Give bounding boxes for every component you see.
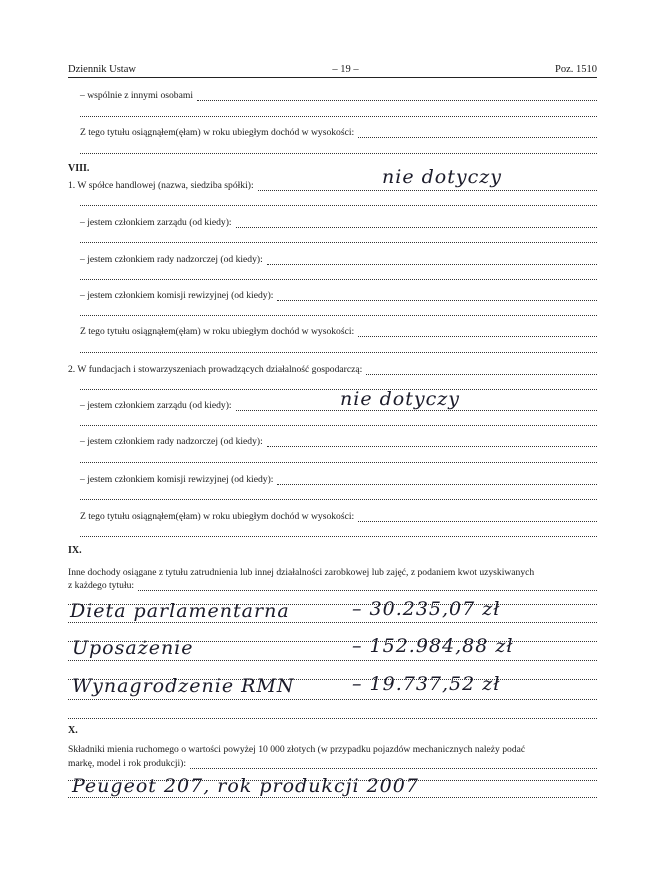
label: – jestem członkiem zarządu (od kiedy): — [80, 400, 232, 411]
dotted-field[interactable] — [80, 499, 597, 500]
income-row — [80, 125, 597, 138]
dotted-field[interactable] — [80, 205, 597, 206]
board-row — [80, 215, 597, 228]
label: Z tego tytułu osiągnąłem(ęłam) w roku ubiegłym dochód w wysokości: — [80, 511, 355, 522]
label: Z tego tytułu osiągnąłem(ęłam) w roku ubiegłym dochód w wysokości: — [80, 127, 355, 138]
question-row — [68, 578, 597, 591]
dotted-field[interactable] — [68, 699, 597, 700]
page-number: – 19 – — [332, 64, 359, 75]
journal-name: Dziennik Ustaw — [68, 64, 136, 75]
dotted-field[interactable] — [138, 581, 597, 591]
audit-row — [80, 288, 597, 301]
audit-row — [80, 472, 597, 485]
dotted-field[interactable] — [80, 425, 597, 426]
income-title: Dieta parlamentarna — [70, 600, 290, 622]
income-amount: – 30.235,07 zł — [352, 598, 501, 620]
label: – wspólnie z innymi osobami — [80, 90, 193, 101]
handwritten-answer: nie dotyczy — [382, 166, 502, 188]
dotted-field[interactable] — [68, 622, 597, 623]
dotted-field[interactable] — [267, 437, 597, 447]
dotted-field[interactable] — [80, 315, 597, 316]
dotted-field[interactable] — [236, 218, 597, 228]
dotted-field[interactable] — [358, 512, 597, 522]
company-row — [68, 178, 597, 191]
section-heading: X. — [68, 725, 78, 736]
dotted-field[interactable] — [267, 255, 597, 265]
question-text: Inne dochody osiągane z tytułu zatrudnienia lub innej działalności zarobkowej lub zajęć, z podaniem kwot uzyskiwanych — [68, 567, 535, 578]
jointly-row — [80, 88, 597, 101]
dotted-field[interactable] — [80, 116, 597, 117]
dotted-field[interactable] — [277, 475, 597, 485]
dotted-field[interactable] — [80, 536, 597, 537]
handwritten-answer: Peugeot 207, rok produkcji 2007 — [72, 775, 419, 797]
income-row — [80, 324, 597, 337]
dotted-field[interactable] — [277, 291, 597, 301]
foundations-row — [68, 362, 597, 375]
dotted-field[interactable] — [80, 462, 597, 463]
question-text: Składniki mienia ruchomego o wartości powyżej 10 000 złotych (w przypadku pojazdów mechanicznych należy podać — [68, 744, 526, 755]
dotted-field[interactable] — [80, 389, 597, 390]
dotted-field[interactable] — [80, 242, 597, 243]
label: – jestem członkiem komisji rewizyjnej (od kiedy): — [80, 290, 274, 301]
label: Z tego tytułu osiągnąłem(ęłam) w roku ubiegłym dochód w wysokości: — [80, 326, 355, 337]
dotted-field[interactable] — [68, 797, 597, 798]
label: – jestem członkiem komisji rewizyjnej (od kiedy): — [80, 474, 274, 485]
income-amount: – 152.984,88 zł — [352, 635, 514, 657]
income-row — [80, 509, 597, 522]
dotted-field[interactable] — [68, 660, 597, 661]
section-heading: IX. — [68, 545, 82, 556]
label: markę, model i rok produkcji): — [68, 758, 187, 769]
dotted-field[interactable] — [80, 153, 597, 154]
dotted-field[interactable] — [366, 365, 597, 375]
position-number: Poz. 1510 — [554, 64, 597, 75]
dotted-field[interactable] — [80, 279, 597, 280]
label: 2. W fundacjach i stowarzyszeniach prowadzących działalność gospodarczą: — [68, 364, 363, 375]
label: – jestem członkiem rady nadzorczej (od kiedy): — [80, 436, 263, 447]
label: 1. W spółce handlowej (nazwa, siedziba spółki): — [68, 180, 254, 191]
label: z każdego tytułu: — [68, 580, 135, 591]
dotted-field[interactable] — [68, 718, 597, 719]
income-title: Wynagrodzenie RMN — [72, 675, 295, 697]
dotted-field[interactable] — [358, 128, 597, 138]
supervisory-row — [80, 252, 597, 265]
question-row — [68, 756, 597, 769]
dotted-field[interactable] — [190, 759, 597, 769]
dotted-field[interactable] — [80, 352, 597, 353]
supervisory-row — [80, 434, 597, 447]
label: – jestem członkiem rady nadzorczej (od kiedy): — [80, 254, 263, 265]
income-title: Uposażenie — [72, 637, 194, 659]
page-header — [68, 64, 597, 78]
income-amount: – 19.737,52 zł — [352, 673, 501, 695]
label: – jestem członkiem zarządu (od kiedy): — [80, 217, 232, 228]
board-row — [80, 398, 597, 411]
dotted-field[interactable] — [358, 327, 597, 337]
section-heading: VIII. — [68, 163, 90, 174]
dotted-field[interactable] — [197, 91, 597, 101]
handwritten-answer: nie dotyczy — [340, 388, 460, 410]
